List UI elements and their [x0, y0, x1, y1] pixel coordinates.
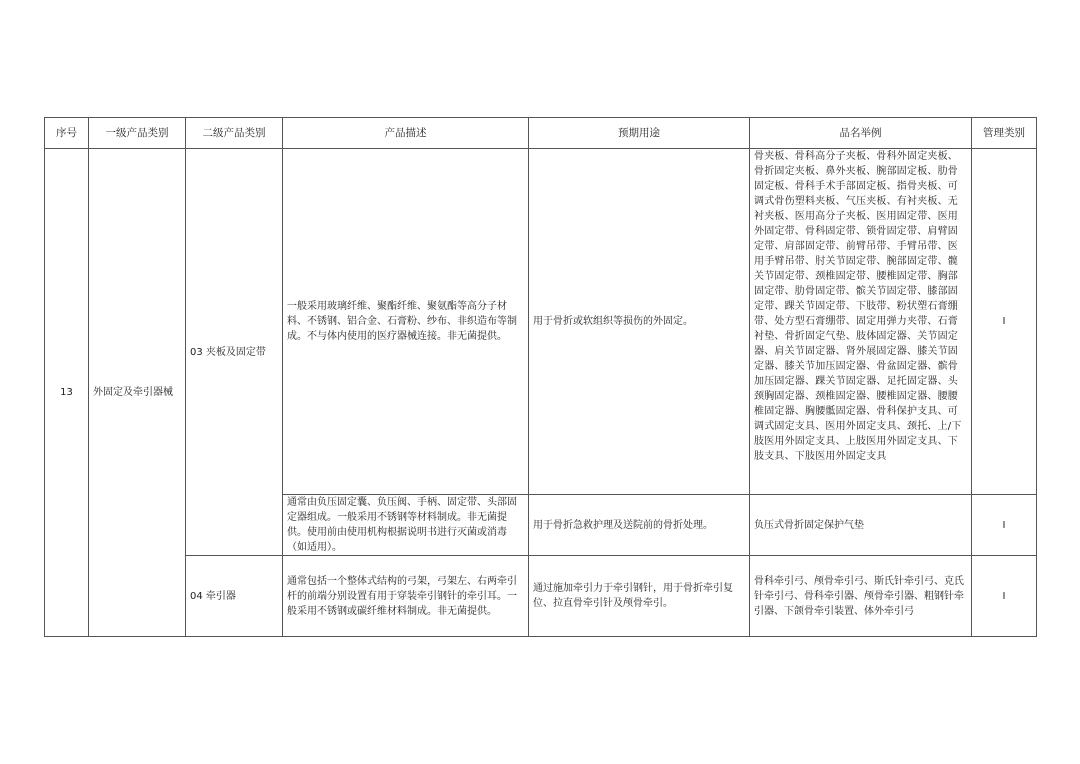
row-description: 通常由负压固定囊、负压阀、手柄、固定带、头部固定器组成。一般采用不锈钢等材料制成。非无菌提供。使用前由使用机构根据说明书进行灭菌或消毒（如适用）。 [283, 495, 529, 556]
table-row [45, 556, 1037, 637]
row-description: 一般采用玻璃纤维、聚酯纤维、聚氨酯等高分子材料、不锈钢、铝合金、石膏粉、纱布、非织造布等制成。不与体内使用的医疗器械连接。非无菌提供。 [283, 149, 529, 495]
header-examples: 品名举例 [750, 118, 972, 149]
header-category-2: 二级产品类别 [186, 118, 283, 149]
row-category-2: 03 夹板及固定带 [186, 149, 283, 556]
row-description: 通常包括一个整体式结构的弓架，弓架左、右两牵引杆的前端分别设置有用于穿装牵引钢针的牵引耳。一般采用不锈钢或碳纤维材料制成。非无菌提供。 [283, 556, 529, 637]
header-intended-use: 预期用途 [529, 118, 750, 149]
row-intended-use: 用于骨折或软组织等损伤的外固定。 [529, 149, 750, 495]
header-row [45, 118, 1037, 149]
header-no: 序号 [45, 118, 89, 149]
row-no: 13 [45, 149, 89, 637]
row-category-1: 外固定及牵引器械 [89, 149, 186, 637]
row-examples: 骨科牵引弓、颅骨牵引弓、斯氏针牵引弓、克氏针牵引弓、骨科牵引器、颅骨牵引器、粗钢针牵引器、下颌骨牵引装置、体外牵引弓 [750, 556, 972, 637]
row-management-class: I [972, 556, 1037, 637]
row-intended-use: 用于骨折急救护理及送院前的骨折处理。 [529, 495, 750, 556]
row-examples: 骨夹板、骨科高分子夹板、骨科外固定夹板、骨折固定夹板、鼻外夹板、腕部固定板、肋骨固定板、骨科手术手部固定板、指骨夹板、可调式骨伤塑料夹板、气压夹板、有衬夹板、无衬夹板、医用高分子夹板、医用固定带、医用外固定带、骨科固定带、锁骨固定带、肩臂固定带、肩部固定带、前臂吊带、手臂吊带、医用手臂吊带、肘关节固定带、腕部固定带、髋关节固定带、颈椎固定带、腰椎固定带、胸部固定带、肋骨固定带、髌关节固定带、膝部固定带、踝关节固定带、下肢带、粉状塑石膏绷带、处方型石膏绷带、固定用弹力夹带、石膏衬垫、骨折固定气垫、肢体固定器、关节固定器、肩关节固定器、肾外展固定器、膝关节固定器、膝关节加压固定器、骨盆固定器、髌骨加压固定器、踝关节固定器、足托固定器、头颈胸固定器、颈椎固定器、腰椎固定器、腰腰椎固定器、胸腰骶固定器、骨科保护支具、可调式固定支具、医用外固定支具、颈托、上/下肢医用外固定支具、上肢医用外固定支具、下肢支具、下肢医用外固定支具 [750, 149, 972, 495]
row-management-class: I [972, 495, 1037, 556]
header-category-1: 一级产品类别 [89, 118, 186, 149]
row-category-2: 04 牵引器 [186, 556, 283, 637]
header-management-class: 管理类别 [972, 118, 1037, 149]
row-examples: 负压式骨折固定保护气垫 [750, 495, 972, 556]
row-intended-use: 通过施加牵引力于牵引钢针，用于骨折牵引复位、拉直骨牵引针及颅骨牵引。 [529, 556, 750, 637]
table-row [45, 149, 1037, 495]
product-catalog-table [44, 117, 1037, 637]
header-description: 产品描述 [283, 118, 529, 149]
row-management-class: I [972, 149, 1037, 495]
